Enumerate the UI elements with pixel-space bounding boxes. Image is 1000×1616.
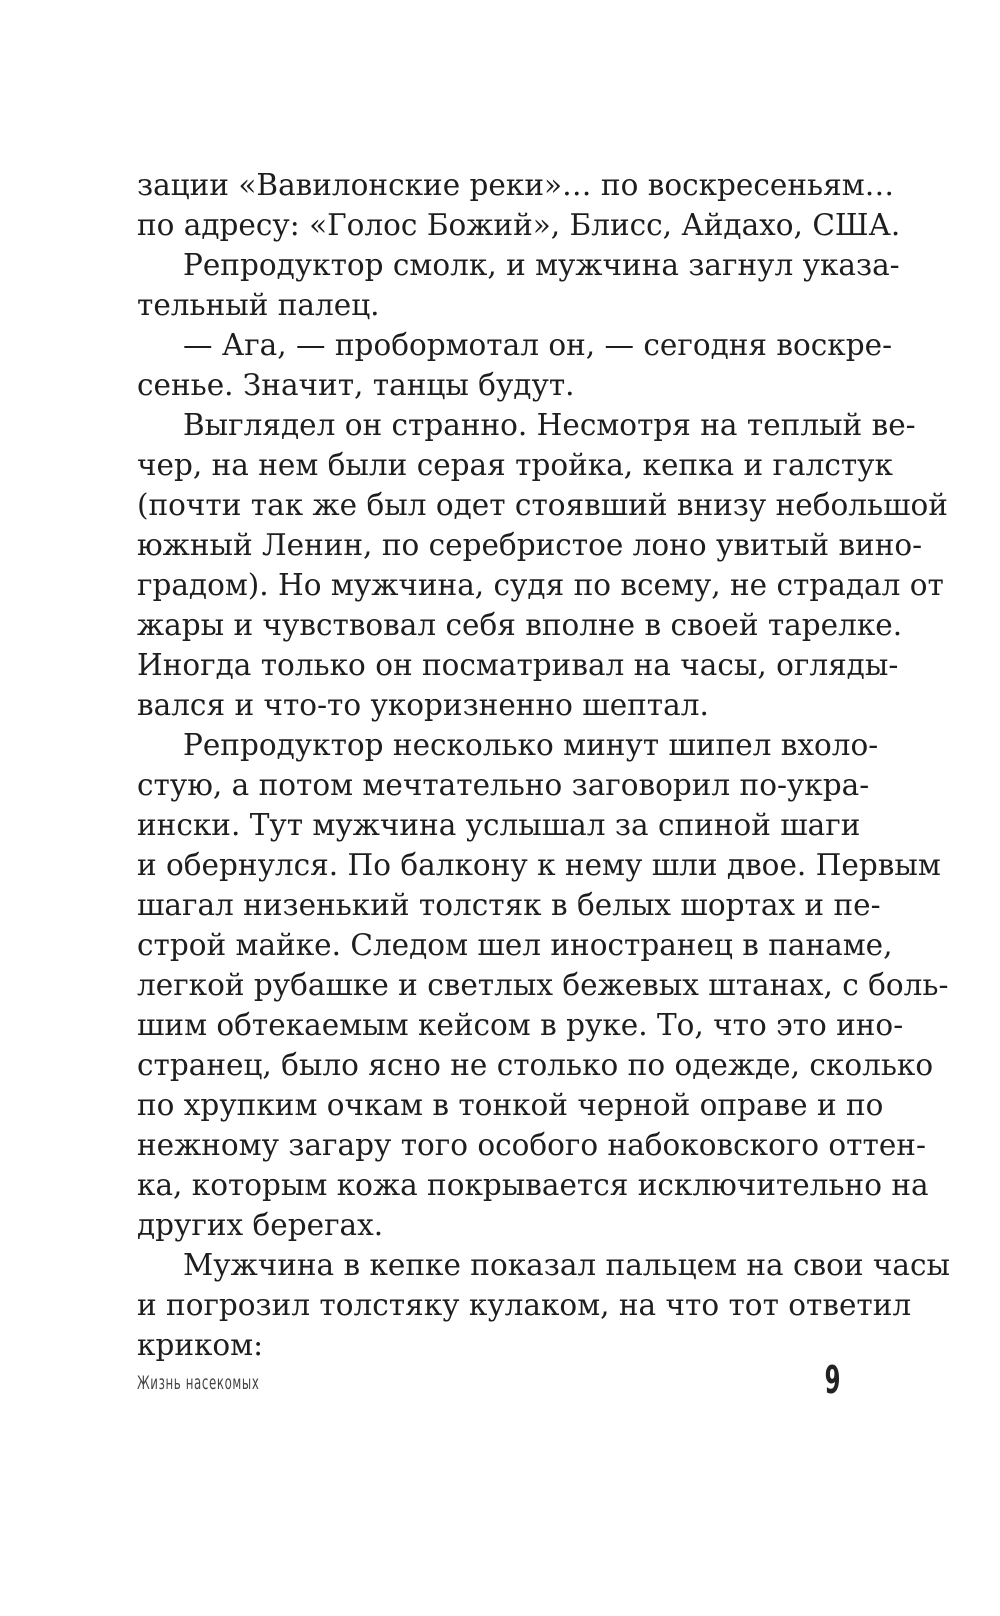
text-line: строй майке. Следом шел иностранец в панаме, [137,928,893,962]
text-line: тельный палец. [137,288,380,322]
text-line: ка, которым кожа покрывается исключительно на [137,1168,929,1202]
text-line: и погрозил толстяку кулаком, на что тот ответил [137,1288,912,1322]
text-line: ински. Тут мужчина услышал за спиной шаги [137,808,861,842]
text-line: других берегах. [137,1208,384,1242]
text-line: — Ага, — пробормотал он, — сегодня воскре- [183,328,893,362]
text-line: криком: [137,1328,264,1362]
text-line: шим обтекаемым кейсом в руке. То, что это ино- [137,1008,904,1042]
text-line: Репродуктор несколько минут шипел вхоло- [183,728,879,762]
text-line: жары и чувствовал себя вполне в своей тарелке. [137,608,903,642]
text-line: по хрупким очкам в тонкой черной оправе и по [137,1088,884,1122]
page-number: 9 [824,1358,840,1402]
text-line: нежному загару того особого набоковского оттен- [137,1128,926,1162]
body-text [137,165,950,1365]
text-line: и обернулся. По балкону к нему шли двое. Первым [137,848,941,882]
text-line: зации «Вавилонские реки»… по воскресеньям… [137,168,895,202]
text-line: Выглядел он странно. Несмотря на теплый ве- [183,408,916,442]
text-line: вался и что-то укоризненно шептал. [137,688,709,722]
text-line: Иногда только он посматривал на часы, огляды- [137,648,899,682]
text-line: южный Ленин, по серебристое лоно увитый вино- [137,528,923,562]
text-line: по адресу: «Голос Божий», Блисс, Айдахо, США. [137,208,901,242]
text-line: Репродуктор смолк, и мужчина загнул указа- [183,248,900,282]
text-line: шагал низенький толстяк в белых шортах и пе- [137,888,881,922]
text-line: (почти так же был одет стоявший внизу небольшой [137,488,948,522]
running-footer-title: Жизнь насекомых [137,1372,260,1394]
text-line: градом). Но мужчина, судя по всему, не страдал от [137,568,944,602]
text-line: сенье. Значит, танцы будут. [137,368,575,402]
text-line: чер, на нем были серая тройка, кепка и галстук [137,448,893,482]
text-line: Мужчина в кепке показал пальцем на свои часы [183,1248,950,1282]
text-line: стую, а потом мечтательно заговорил по-укра- [137,768,870,802]
text-line: странец, было ясно не столько по одежде, сколько [137,1048,934,1082]
text-line: легкой рубашке и светлых бежевых штанах, с боль- [137,968,949,1002]
